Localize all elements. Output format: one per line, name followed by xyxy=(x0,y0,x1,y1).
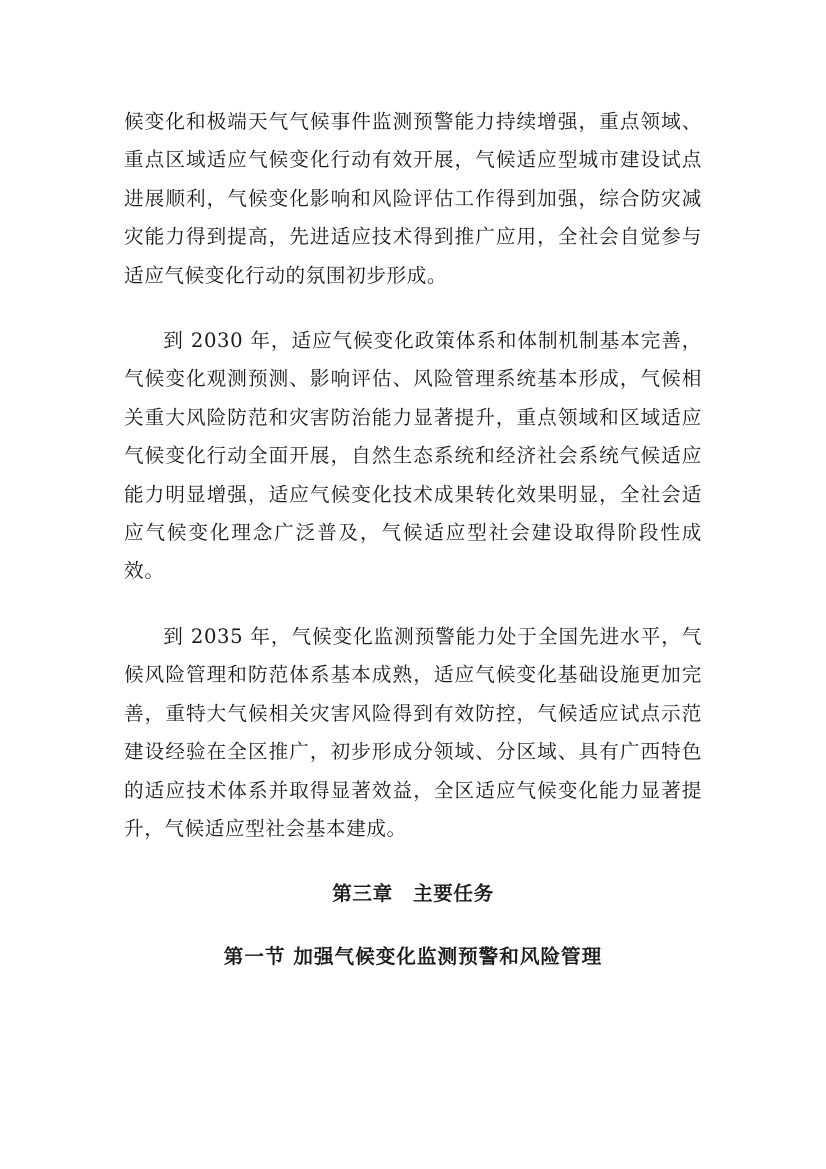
section-title: 第一节 加强气候变化监测预警和风险管理 xyxy=(223,944,603,968)
document-page xyxy=(124,103,702,976)
paragraph-continued: 候变化和极端天气气候事件监测预警能力持续增强，重点领域、重点区域适应气候变化行动有效开展，气候适应型城市建设试点进展顺利，气候变化影响和风险评估工作得到加强，综合防灾减灾能力得到提高，先进适应技术得到推广应用，全社会自觉参与适应气候变化行动的氛围初步形成。 xyxy=(124,110,702,287)
paragraph-2035-goals: 到 2035 年，气候变化监测预警能力处于全国先进水平，气候风险管理和防范体系基本成熟，适应气候变化基础设施更加完善，重特大气候相关灾害风险得到有效防控，气候适应试点示范建设经验在全区推广，初步形成分领域、分区域、具有广西特色的适应技术体系并取得显著效益，全区适应气候变化能力显著提升，气候适应型社会基本建成。 xyxy=(124,624,702,840)
chapter-title: 第三章 主要任务 xyxy=(332,882,494,906)
paragraph-2030-goals: 到 2030 年，适应气候变化政策体系和体制机制基本完善，气候变化观测预测、影响评估、风险管理系统基本形成，气候相关重大风险防范和灾害防治能力显著提升，重点领域和区域适应气候变化行动全面开展，自然生态系统和经济社会系统气候适应能力明显增强，适应气候变化技术成果转化效果明显，全社会适应气候变化理念广泛普及，气候适应型社会建设取得阶段性成效。 xyxy=(124,329,702,583)
